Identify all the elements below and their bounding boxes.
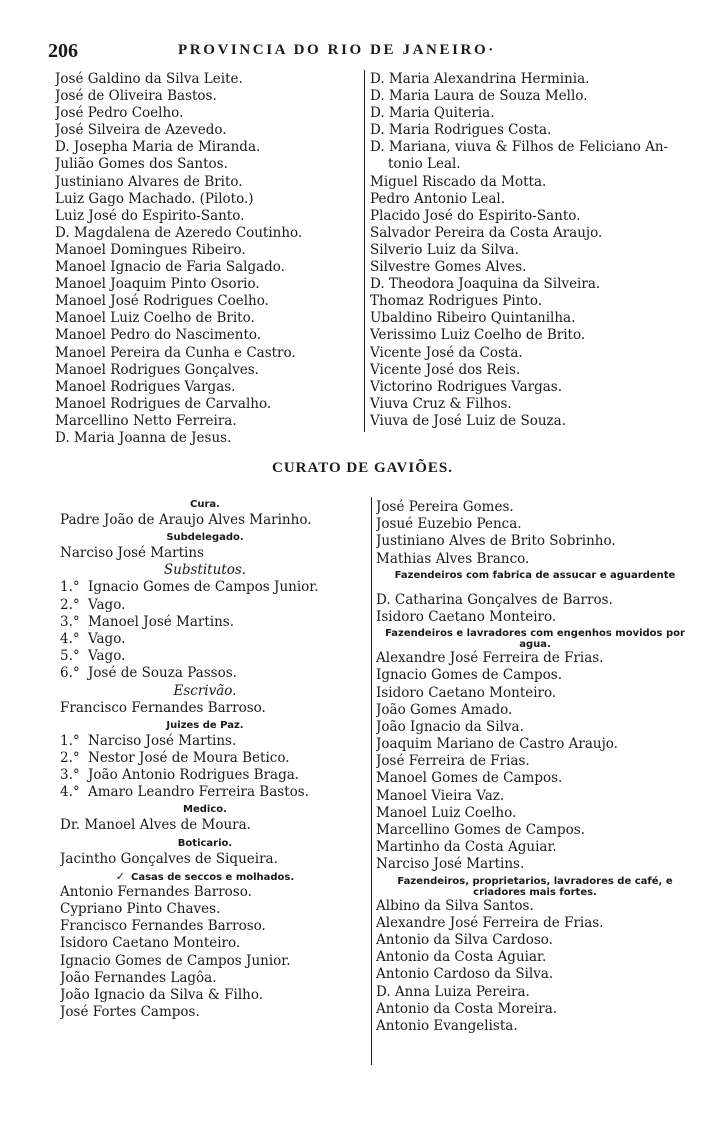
list-item: José Pereira Gomes. — [376, 499, 514, 515]
list-item: Ignacio Gomes de Campos Junior. — [60, 952, 291, 969]
list-item: D. Theodora Joaquina da Silveira. — [370, 276, 601, 293]
list-item: Alexandre José Ferreira de Frias. — [376, 650, 604, 667]
list-item: Luiz José do Espirito-Santo. — [55, 207, 245, 224]
list-item — [60, 767, 350, 784]
curato-left-column — [60, 496, 350, 1021]
fabrica-heading: Fazendeiros com fabrica de assucar e aguardente — [394, 569, 676, 581]
list-item — [60, 579, 350, 596]
casas-heading — [60, 868, 350, 884]
list-item: Salvador Pereira da Costa Araujo. — [370, 224, 603, 241]
person-name: João Antonio Rodrigues Braga. — [88, 767, 300, 784]
ordinal-number: 3.° — [60, 767, 80, 784]
subdelegado-name: Narciso José Martins — [60, 545, 204, 562]
list-item: Manoel José Rodrigues Coelho. — [55, 293, 269, 310]
list-item: Pedro Antonio Leal. — [370, 190, 506, 207]
list-item: D. Maria Joanna de Jesus. — [55, 429, 232, 446]
list-item: Manoel Rodrigues de Carvalho. — [55, 395, 272, 412]
person-name: Narciso José Martins. — [88, 732, 237, 749]
running-title: PROVINCIA DO RIO DE JANEIRO· — [178, 42, 496, 58]
substitutos-heading: Substitutos. — [163, 562, 247, 579]
list-item: Viuva de José Luiz de Souza. — [370, 412, 566, 429]
list-item: Marcellino Netto Ferreira. — [55, 412, 237, 429]
list-item: Miguel Riscado da Motta. — [370, 173, 547, 190]
list-item: Antonio da Costa Moreira. — [376, 1000, 558, 1017]
person-name: José de Souza Passos. — [88, 665, 237, 682]
list-item: D. Magdalena de Azeredo Coutinho. — [55, 224, 303, 241]
list-item: Manoel Pedro do Nascimento. — [55, 327, 262, 344]
list-item: Silvestre Gomes Alves. — [370, 259, 527, 276]
list-item: D. Maria Rodrigues Costa. — [370, 122, 552, 139]
list-item: Manoel Domingues Ribeiro. — [55, 241, 246, 258]
list-item: João Gomes Amado. — [376, 701, 513, 718]
list-item — [60, 784, 350, 801]
engenhos-list — [376, 650, 694, 873]
list-item — [60, 597, 350, 614]
ordinal-number: 4.° — [60, 784, 80, 801]
boticario-heading: Boticario. — [177, 837, 233, 849]
curato-right-column — [376, 499, 694, 1035]
list-item: tonio Leal. — [388, 156, 461, 173]
casas-list — [60, 884, 350, 1022]
list-item: Joaquim Mariano de Castro Araujo. — [376, 736, 618, 753]
list-item: Manoel Joaquim Pinto Osorio. — [55, 276, 260, 293]
list-item: Martinho da Costa Aguiar. — [376, 839, 557, 856]
list-item: Antonio da Costa Aguiar. — [376, 949, 547, 966]
ordinal-number: 1.° — [60, 732, 80, 749]
list-item: Antonio Cardoso da Silva. — [376, 966, 554, 983]
list-item: Ignacio Gomes de Campos. — [376, 667, 563, 684]
list-item: Mathias Alves Branco. — [376, 550, 530, 567]
list-item: Viuva Cruz & Filhos. — [370, 395, 512, 412]
list-item — [60, 648, 350, 665]
list-item: Silverio Luiz da Silva. — [370, 241, 519, 258]
person-name: Ignacio Gomes de Campos Junior. — [88, 579, 319, 596]
person-name: Nestor José de Moura Betico. — [88, 749, 290, 766]
list-item: Cypriano Pinto Chaves. — [60, 901, 221, 917]
top-right-column — [370, 71, 668, 430]
casas-heading-text: Casas de seccos e molhados. — [131, 871, 295, 883]
list-item: D. Josepha Maria de Miranda. — [55, 139, 261, 156]
escrivao-heading: Escrivão. — [173, 682, 237, 699]
list-item: José Fortes Campos. — [60, 1004, 200, 1021]
list-item: Justiniano Alves de Brito Sobrinho. — [376, 533, 616, 550]
list-item: Victorino Rodrigues Vargas. — [370, 378, 562, 395]
list-item: Manoel Luiz Coelho. — [376, 804, 517, 821]
top-left-column — [55, 71, 302, 447]
list-item — [60, 733, 350, 750]
person-name: Vago. — [88, 630, 126, 647]
list-item: João Ignacio da Silva. — [376, 718, 524, 735]
list-item: Ubaldino Ribeiro Quintanilha. — [370, 310, 576, 327]
escrivao-name: Francisco Fernandes Barroso. — [60, 699, 266, 716]
cura-heading: Cura. — [190, 499, 220, 510]
juizes-heading: Juizes de Paz. — [166, 719, 244, 731]
ordinal-number: 1.° — [60, 579, 80, 596]
list-item: José de Oliveira Bastos. — [55, 88, 217, 105]
page-number: 206 — [48, 40, 78, 62]
list-item: Antonio da Silva Cardoso. — [376, 931, 553, 948]
cafe-list — [376, 898, 694, 1036]
list-item: Isidoro Caetano Monteiro. — [376, 684, 557, 701]
list-item: Antonio Evangelista. — [376, 1017, 518, 1034]
list-item: Vicente José dos Reis. — [370, 361, 521, 378]
section-title: CURATO DE GAVIÕES. — [272, 460, 453, 476]
list-item: Manoel Rodrigues Gonçalves. — [55, 361, 259, 378]
list-item: José Pedro Coelho. — [55, 105, 184, 122]
list-item: D. Mariana, viuva & Filhos de Feliciano An- — [370, 139, 669, 156]
list-item: D. Anna Luiza Pereira. — [376, 983, 530, 1000]
person-name: Vago. — [88, 596, 126, 613]
ordinal-number: 3.° — [60, 613, 80, 630]
column-divider-top — [364, 70, 365, 432]
ordinal-number: 2.° — [60, 596, 80, 613]
page-header — [48, 40, 708, 64]
subdelegado-heading: Subdelegado. — [166, 532, 244, 544]
checkmark-icon: ✓ — [115, 869, 126, 883]
list-item: José Ferreira de Frias. — [376, 753, 530, 770]
column-divider-bottom — [371, 497, 372, 1065]
list-item: D. Maria Alexandrina Herminia. — [370, 71, 590, 87]
list-item: Julião Gomes dos Santos. — [55, 156, 228, 173]
list-item — [60, 614, 350, 631]
ordinal-number: 4.° — [60, 630, 80, 647]
list-item: Vicente José da Costa. — [370, 344, 523, 361]
list-item: Manoel Gomes de Campos. — [376, 770, 563, 787]
list-item: Verissimo Luiz Coelho de Brito. — [370, 327, 586, 344]
list-item: Thomaz Rodrigues Pinto. — [370, 293, 543, 310]
list-item: Alexandre José Ferreira de Frias. — [376, 914, 604, 931]
list-item: Manoel Pereira da Cunha e Castro. — [55, 344, 296, 361]
list-item: D. Maria Quiteria. — [370, 105, 495, 122]
fabrica-list — [376, 592, 694, 626]
person-name: Manoel José Martins. — [88, 613, 235, 630]
list-item: Justiniano Alvares de Brito. — [55, 173, 243, 190]
list-item: João Ignacio da Silva & Filho. — [60, 986, 264, 1003]
list-item: Luiz Gago Machado. (Piloto.) — [55, 190, 254, 207]
list-item: D. Maria Laura de Souza Mello. — [370, 88, 588, 105]
list-item: D. Catharina Gonçalves de Barros. — [376, 591, 613, 608]
ordinal-number: 2.° — [60, 749, 80, 766]
right-top-list — [376, 499, 694, 568]
ordinal-number: 5.° — [60, 648, 80, 665]
ordinal-number: 6.° — [60, 665, 80, 682]
boticario-name: Jacintho Gonçalves de Siqueira. — [60, 850, 278, 867]
list-item — [60, 631, 350, 648]
juizes-list — [60, 733, 350, 802]
list-item: Josué Euzebio Penca. — [376, 516, 522, 533]
list-item: Albino da Silva Santos. — [376, 897, 534, 914]
engenhos-heading: Fazendeiros e lavradores com engenhos movidos por agua. — [385, 628, 685, 651]
list-item: Narciso José Martins. — [376, 856, 525, 873]
list-item: Manoel Ignacio de Faria Salgado. — [55, 259, 285, 276]
list-item: Isidoro Caetano Monteiro. — [60, 935, 241, 952]
list-item: João Fernandes Lagôa. — [60, 969, 217, 986]
list-item: Antonio Fernandes Barroso. — [60, 883, 252, 900]
cura-name: Padre João de Araujo Alves Marinho. — [60, 512, 312, 528]
list-item: Placido José do Espirito-Santo. — [370, 207, 581, 224]
list-item — [60, 750, 350, 767]
medico-name: Dr. Manoel Alves de Moura. — [60, 817, 251, 834]
list-item: Manoel Vieira Vaz. — [376, 787, 505, 804]
person-name: Amaro Leandro Ferreira Bastos. — [88, 784, 309, 801]
list-item: Francisco Fernandes Barroso. — [60, 918, 266, 935]
cafe-heading: Fazendeiros, proprietarios, lavradores de café, e criadores mais fortes. — [397, 875, 673, 898]
list-item: José Galdino da Silva Leite. — [55, 71, 243, 87]
substitutos-list — [60, 579, 350, 682]
list-item: Manoel Luiz Coelho de Brito. — [55, 310, 255, 327]
list-item: Marcellino Gomes de Campos. — [376, 822, 585, 838]
medico-heading: Medico. — [183, 804, 227, 816]
list-item: Manoel Rodrigues Vargas. — [55, 378, 236, 395]
person-name: Vago. — [88, 648, 126, 665]
list-item — [60, 665, 350, 682]
list-item: José Silveira de Azevedo. — [55, 122, 227, 139]
list-item: Isidoro Caetano Monteiro. — [376, 608, 557, 625]
